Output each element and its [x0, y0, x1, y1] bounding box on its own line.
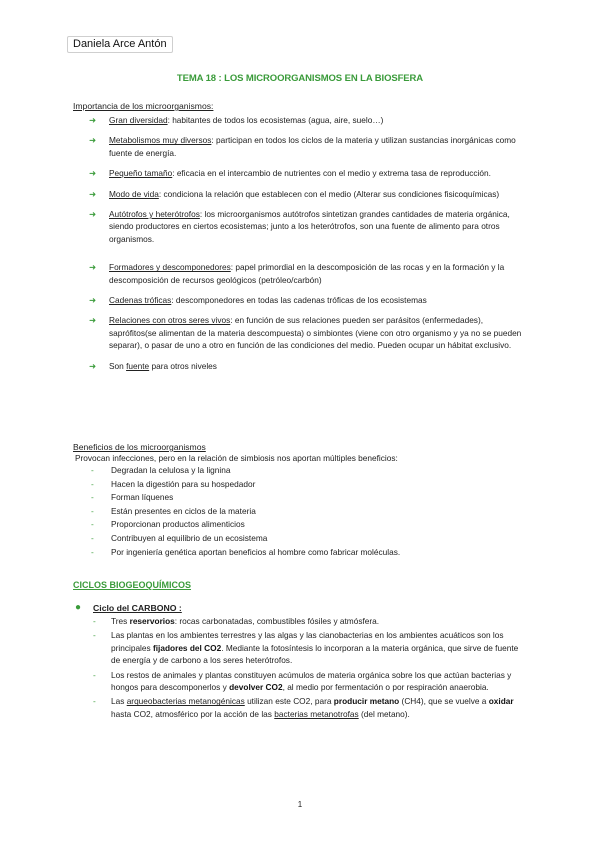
- list-item: ➜ Autótrofos y heterótrofos: los microorganismos autótrofos sintetizan grandes cantidades de materia orgánica, siendo productores en ciertos ecosistemas; junto a los heterótrofos, son una fuente de alimento para otros organismos.: [89, 209, 510, 244]
- list-item: - Están presentes en ciclos de la materia: [91, 505, 256, 516]
- list-item: ➜ Relaciones con otros seres vivos: en función de sus relaciones pueden ser parásitos (enfermedades), saprófitos(se alimentan de la materia descompuesta) o simbiontes (viene con otro organismo y ya no se pueden separar), o pasar de uno a otro en función de las condiciones del medio. Pueden ocupar un hábitat exclusivo.: [89, 315, 522, 351]
- list-item: - Por ingeniería genética aportan beneficios al hombre como fabricar moléculas.: [91, 546, 401, 557]
- list-item: - Las arqueobacterias metanogénicas utilizan este CO2, para producir metano (CH4), que se vuelve a oxidar hasta CO2, atmosférico por la acción de las bacterias metanotrofas (del metano).: [93, 696, 514, 719]
- list-item: - Forman líquenes: [91, 492, 174, 503]
- arrow-icon: ➜: [89, 315, 97, 326]
- list-item: - Los restos de animales y plantas constituyen acúmulos de materia orgánica sobre los que actúan bacterias y hongos para descomponerlos y devolver CO2, al medio por fermentación o por respiración anaerobia.: [93, 669, 512, 693]
- list-item: - Hacen la digestión para su hospedador: [91, 478, 256, 489]
- list-item: - Contribuyen al equilibrio de un ecosistema: [91, 532, 268, 543]
- importancia-heading: Importancia de los microorganismos:: [73, 101, 214, 111]
- arrow-icon: ➜: [89, 262, 97, 273]
- list-item: - Degradan la celulosa y la lignina: [91, 465, 231, 475]
- arrow-icon: ➜: [89, 209, 97, 220]
- arrow-icon: ➜: [89, 168, 97, 179]
- list-item: ➜ Son fuente para otros niveles: [89, 360, 217, 371]
- list-item: - Proporcionan productos alimenticios: [91, 519, 245, 530]
- importancia-list: [73, 114, 528, 372]
- arrow-icon: ➜: [89, 115, 97, 125]
- list-item: ➜ Modo de vida: condiciona la relación que establecen con el medio (Alterar sus condiciones fisicoquímicas): [89, 188, 500, 199]
- beneficios-list: [73, 464, 528, 559]
- list-item: ➜ Metabolismos muy diversos: participan en todos los ciclos de la materia y utilizan sustancias inorgánicas como fuente de energía.: [89, 135, 516, 158]
- page-number: 1: [297, 800, 303, 809]
- arrow-icon: ➜: [89, 188, 97, 199]
- list-item: - Tres reservorios: rocas carbonatadas, combustibles fósiles y atmósfera.: [93, 616, 380, 626]
- ciclos-heading: CICLOS BIOGEOQUÍMICOS: [73, 580, 192, 590]
- ciclo-carbono-heading: ● Ciclo del CARBONO :: [75, 602, 182, 613]
- list-item: ➜ Formadores y descomponedores: papel primordial en la descomposición de las rocas y en la formación y la descomposición de recursos geológicos (petróleo/carbón): [89, 262, 505, 285]
- carbono-list: [73, 615, 528, 720]
- bullet-icon: ●: [75, 602, 82, 613]
- arrow-icon: ➜: [89, 360, 97, 371]
- importancia-section: [73, 101, 528, 372]
- beneficios-section: [73, 442, 528, 559]
- ciclos-section: [73, 580, 528, 720]
- arrow-icon: ➜: [89, 135, 97, 146]
- beneficios-heading: Beneficios de los microorganismos: [73, 442, 206, 452]
- list-item: ➜ Cadenas tróficas: descomponedores en todas las cadenas tróficas de los ecosistemas: [89, 295, 427, 306]
- document-title: TEMA 18 : LOS MICROORGANISMOS EN LA BIOSFERA: [176, 73, 424, 84]
- list-item: ➜ Pequeño tamaño: eficacia en el intercambio de nutrientes con el medio y extrema tasa de reproducción.: [89, 168, 491, 179]
- beneficios-intro: Provocan infecciones, pero en la relación de simbiosis nos aportan múltiples beneficios:: [75, 453, 398, 463]
- list-item: - Las plantas en los ambientes terrestres y las algas y las cianobacterias en los ambientes acuáticos son los principales fijadores del CO2. Mediante la fotosíntesis lo incorporan a la materia orgánica, que sirve de fuente de energía y de carbono a los seres heterótrofos.: [93, 630, 519, 666]
- list-item: ➜ Gran diversidad: habitantes de todos los ecosistemas (agua, aire, suelo…): [89, 115, 384, 125]
- arrow-icon: ➜: [89, 295, 97, 306]
- author-name: Daniela Arce Antón: [67, 36, 173, 53]
